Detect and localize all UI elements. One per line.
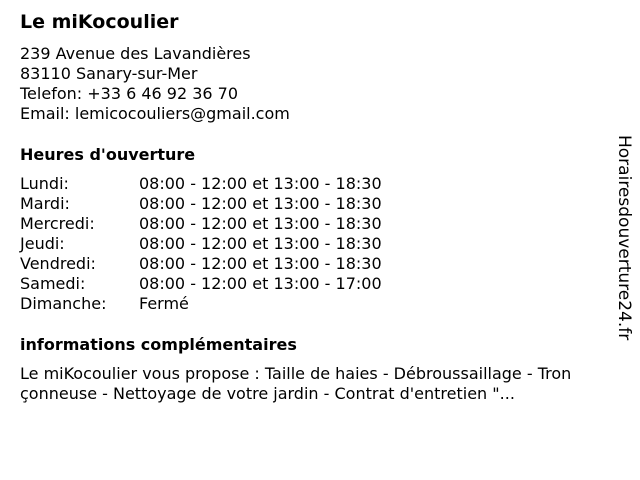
- hours-row-friday: [20, 254, 440, 274]
- email-address[interactable]: Email: lemicocouliers@gmail.com: [20, 104, 290, 123]
- day-label: Mercredi:: [20, 214, 95, 233]
- day-hours: Fermé: [139, 294, 189, 313]
- phone-number[interactable]: Telefon: +33 6 46 92 36 70: [20, 84, 239, 103]
- additional-info-heading: informations complémentaires: [20, 335, 297, 354]
- hours-row-wednesday: [20, 214, 440, 234]
- hours-row-monday: [20, 174, 440, 194]
- site-watermark: [602, 135, 640, 345]
- day-label: Vendredi:: [20, 254, 96, 273]
- address-street: 239 Avenue des Lavandières: [20, 44, 251, 63]
- day-hours: 08:00 - 12:00 et 13:00 - 17:00: [139, 274, 382, 293]
- hours-row-sunday: [20, 294, 440, 314]
- additional-info-line: Le miKocoulier vous propose : Taille de haies - Débroussaillage - Tron: [20, 364, 572, 383]
- day-label: Mardi:: [20, 194, 70, 213]
- hours-row-thursday: [20, 234, 440, 254]
- opening-hours-heading: Heures d'ouverture: [20, 145, 196, 164]
- day-label: Jeudi:: [20, 234, 65, 253]
- day-hours: 08:00 - 12:00 et 13:00 - 18:30: [139, 174, 382, 193]
- day-label: Dimanche:: [20, 294, 107, 313]
- day-label: Samedi:: [20, 274, 86, 293]
- contact-block: [20, 44, 290, 124]
- hours-row-tuesday: [20, 194, 440, 214]
- hours-row-saturday: [20, 274, 440, 294]
- additional-info-line: çonneuse - Nettoyage de votre jardin - Contrat d'entretien "...: [20, 384, 515, 403]
- additional-info-text: [20, 364, 571, 404]
- business-name: Le miKocoulier: [20, 11, 179, 33]
- day-hours: 08:00 - 12:00 et 13:00 - 18:30: [139, 214, 382, 233]
- watermark-text: Horairesdouverture24.fr: [614, 135, 634, 341]
- address-city: 83110 Sanary-sur-Mer: [20, 64, 198, 83]
- day-hours: 08:00 - 12:00 et 13:00 - 18:30: [139, 194, 382, 213]
- opening-hours-table: [20, 174, 440, 314]
- day-hours: 08:00 - 12:00 et 13:00 - 18:30: [139, 254, 382, 273]
- day-hours: 08:00 - 12:00 et 13:00 - 18:30: [139, 234, 382, 253]
- day-label: Lundi:: [20, 174, 69, 193]
